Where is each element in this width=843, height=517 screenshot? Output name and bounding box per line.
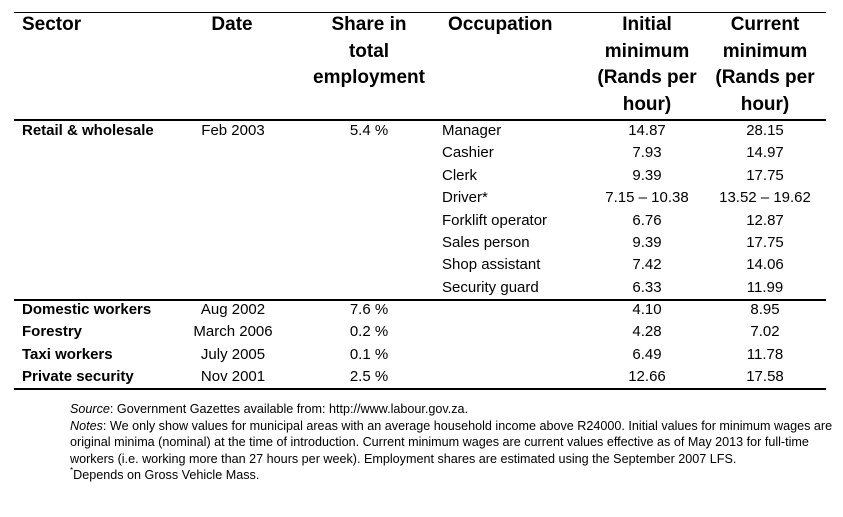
- share-cell: 0.1 %: [349, 345, 389, 363]
- table-row: [14, 277, 826, 299]
- occupation-cell: Manager: [442, 122, 502, 139]
- current-cell: 11.78: [746, 345, 784, 363]
- initial-cell: 6.33: [632, 278, 662, 296]
- header-initial-minimum: Initial minimum (Rands per hour): [597, 14, 697, 115]
- source-text: : Government Gazettes available from: http://www.labour.gov.za.: [109, 402, 469, 416]
- current-cell: 8.95: [750, 301, 780, 318]
- current-cell: 28.15: [746, 122, 784, 139]
- initial-cell: 7.15 – 10.38: [605, 189, 689, 207]
- table-notes: [70, 401, 840, 484]
- initial-cell: 12.66: [628, 368, 666, 386]
- table-row: [14, 232, 826, 254]
- sector-name: Taxi workers: [22, 345, 113, 363]
- table-row: [14, 165, 826, 187]
- current-cell: 17.58: [746, 368, 784, 386]
- table-bottom-rule: [14, 388, 826, 390]
- share-cell: 5.4 %: [349, 122, 389, 139]
- date-cell: March 2006: [193, 323, 273, 341]
- sector-name: Forestry: [22, 323, 83, 341]
- footnote-mark: *: [70, 466, 74, 475]
- footnote: [70, 467, 840, 484]
- occupation-cell: Clerk: [442, 166, 478, 184]
- initial-cell: 6.49: [632, 345, 662, 363]
- current-cell: 11.99: [746, 278, 784, 296]
- header-occupation: Occupation: [448, 14, 553, 35]
- current-cell: 17.75: [746, 166, 784, 184]
- share-cell: 7.6 %: [349, 301, 389, 318]
- current-cell: 14.06: [746, 256, 784, 274]
- occupation-cell: Security guard: [442, 278, 539, 296]
- table-row: [14, 299, 826, 321]
- initial-cell: 6.76: [632, 211, 662, 229]
- table-row: [14, 187, 826, 209]
- initial-cell: 4.28: [632, 323, 662, 341]
- table-row: [14, 210, 826, 232]
- source-note: [70, 401, 840, 418]
- initial-cell: 4.10: [632, 301, 662, 318]
- initial-cell: 9.39: [632, 234, 662, 251]
- footnote-text: Depends on Gross Vehicle Mass.: [73, 468, 260, 482]
- current-cell: 12.87: [746, 211, 784, 229]
- header-share: Share in total employment: [313, 14, 425, 88]
- initial-cell: 14.87: [628, 122, 666, 139]
- occupation-cell: Cashier: [442, 144, 494, 162]
- header-current-minimum: Current minimum (Rands per hour): [715, 14, 815, 115]
- header-date: Date: [211, 14, 253, 35]
- current-cell: 14.97: [746, 144, 784, 162]
- initial-cell: 9.39: [632, 166, 662, 184]
- notes-paragraph: [70, 418, 840, 468]
- occupation-cell: Forklift operator: [442, 211, 548, 229]
- notes-label: Notes: [70, 418, 103, 433]
- occupation-cell: Driver*: [442, 189, 488, 207]
- date-cell: July 2005: [200, 345, 266, 363]
- initial-cell: 7.42: [632, 256, 662, 274]
- initial-cell: 7.93: [632, 144, 662, 162]
- sector-name: Retail & wholesale: [22, 122, 154, 139]
- sector-name: Domestic workers: [22, 301, 152, 318]
- notes-text: : We only show values for municipal areas with an average household income above R24000. Initial values for minimum wages are original minima (nominal) at the time of introduction. Current minimum wages are current values effective as of May 2013 for full-time workers (i.e. working more than 27 hours per week). Employment shares are estimated using the September 2007 LFS.: [70, 418, 833, 466]
- date-cell: Aug 2002: [200, 301, 266, 318]
- sector-name: Private security: [22, 368, 134, 386]
- current-cell: 7.02: [750, 323, 780, 341]
- table-row: [14, 321, 826, 343]
- table-row: [14, 120, 826, 142]
- table-row: [14, 142, 826, 164]
- share-cell: 0.2 %: [349, 323, 389, 341]
- date-cell: Nov 2001: [200, 368, 266, 386]
- source-label: Source: [70, 402, 110, 416]
- current-cell: 13.52 – 19.62: [719, 189, 811, 207]
- table-row: [14, 344, 826, 366]
- occupation-cell: Sales person: [442, 234, 530, 251]
- table-row: [14, 366, 826, 388]
- current-cell: 17.75: [746, 234, 784, 251]
- header-sector: Sector: [22, 14, 82, 35]
- date-cell: Feb 2003: [201, 122, 265, 139]
- table-row: [14, 254, 826, 276]
- occupation-cell: Shop assistant: [442, 256, 541, 274]
- share-cell: 2.5 %: [349, 368, 389, 386]
